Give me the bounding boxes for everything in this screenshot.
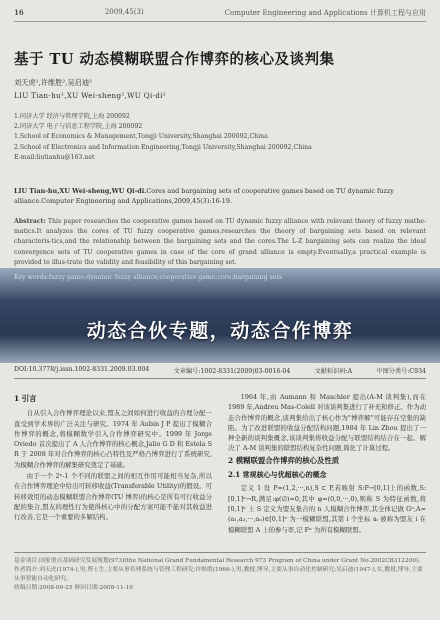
- body-paragraph: 由于一个 2ⁿ-1 个不同的联盟之间的相互作用可能相当复杂,所以在合作博弈理论中给出可转移收益(Transferable Utility)的假设。可转移效用的动态模糊联盟合作博弈(TU 博弈)的核心是所有可行收益分配的集合,盟友的理性行为使得核心中的分配方案可能不能对其收益进行改善,它是一个重要的多解结构。: [14, 472, 212, 522]
- page-number: 16: [14, 8, 24, 17]
- affiliations: [14, 112, 424, 163]
- body-column-left: [14, 392, 212, 524]
- article-id: 文章编号:1002-8331(2009)03-0016-04: [173, 368, 291, 375]
- article-metadata: [14, 366, 426, 379]
- authors-chinese: 刘天虎¹,许维胜²,吴启迪²: [14, 78, 92, 87]
- body-column-right: [228, 392, 426, 536]
- abstract-label: Abstract:: [14, 218, 46, 225]
- author-email: E-mail:liutianhu@163.net: [14, 153, 95, 161]
- funding-note: 基金项目:国家重点基础研究发展规划(973)(the National Grand Fundamental Research 973 Program of China under Grant No.2002CB312200)。: [14, 558, 424, 564]
- classification-code: 中图分类号:C934: [376, 368, 426, 375]
- journal-name: Computer Engineering and Applications 计算机工程与应用: [224, 9, 426, 17]
- affiliation-line: 1.同济大学 经济与管理学院,上海 200092: [14, 113, 130, 120]
- issue-info: 2009,45(3): [104, 8, 144, 16]
- document-code: 文献标识码:A: [314, 368, 353, 375]
- keywords: Key words:fuzzy game;dynamic fuzzy alliance;cooperative game;core;bargaining sets: [14, 274, 283, 281]
- banner-title: 动态合伙专题，动态合作博弈: [86, 320, 354, 342]
- affiliation-line: 1.School of Economics & Management,Tongji University,Shanghai 200092,China: [14, 133, 268, 141]
- abstract: [14, 217, 426, 268]
- body-paragraph: 1964 年,由 Aumann 和 Maschler 提出(A-M 谈判集),而在 1989 年,Andreu Mas-Colell 对该谈判集进行了补充和修正。作为动态合作博弈的概念,谈判集给出了核心作为"博弈解"可能存在空集的缺陷。为了改进联盟的收益分配结构问题,1984 年 Lin Zhou 提出了一种全新的谈判集概念,该谈判集将收益分配与联盟结构结合在一起。解决了 A-M 谈判集的联盟结构复杂性问题,简化了计算过程。: [228, 393, 426, 453]
- affiliation-line: 2.School of Electronics and Information Engineering,Tongji University,Shanghai 200092,China: [14, 143, 312, 151]
- citation-authors: LIU Tian-hu,XU Wei-sheng,WU Qi-di.: [14, 187, 147, 195]
- footnote: [14, 552, 426, 593]
- citation: [14, 186, 424, 206]
- paper-title: 基于 TU 动态模糊联盟合作博弈的核心及谈判集: [14, 51, 335, 68]
- author-bio: 作者简介:刘天虎(1974-),男,博士生,主要从事管理系统与管理工程研究;许维胜(1966-),男,教授,博导,主要从事自动化控制研究;吴启迪(1947-),女,教授,博导,主要从事智能自动化研究。: [14, 567, 423, 582]
- section-heading: 1 引言: [14, 394, 37, 403]
- received-dates: 收稿日期:2008-09-25 修回日期:2008-11-10: [14, 585, 133, 591]
- citation-text: Cores and bargaining sets of cooperative games based on TU dynamic fuzzy alliance.Computer Engineering and Applications,2009,45(3):16-19.: [14, 187, 394, 205]
- authors-english: LIU Tian-hu¹,XU Wei-sheng²,WU Qi-di²: [14, 91, 166, 100]
- running-head: [14, 8, 426, 22]
- affiliation-line: 2.同济大学 电子与信息工程学院,上海 200092: [14, 123, 143, 131]
- definition-paragraph: 定义 1 设 P=(1,2,···,n),S ⊂ P,若映射 S:P→[0,1]上的函数,S:[0,1]ⁿ→R,满足:φ(∅)=0,其中 φ=(0,0,···,0),则称 S 为特征函数,将 [0,1]ⁿ 上 S 定义为盟友集合的 n 人模糊合作博弈,其全体记做 Gⁿ,A=(a₁,a₂,···,aₙ)∈[0,1]ⁿ 为一模糊联盟,其第 i 个坐标 aᵢ 被称为盟友 i 在模糊联盟 A 上的参与率,记 Fⁿ 为所有模糊联盟。: [228, 484, 426, 534]
- body-paragraph: 自从引入合作博弈理论以来,盟友之间如何进行收益的合理分配一直受到学术界的广泛关注与研究。1974 年 Aubin J P 提出了模糊合作博弈的概念,将模糊数学引入合作博弈研究中。1999 年 Jorge Oviedo 首次提出了 A 人合作博弈的核心概念,Jalio G D 和 Estela S R 于 2008 年对合作博弈的核心凸特性及严格凸博弈进行了系统研究,为模糊合作博弈的解集研究奠定了基础。: [14, 409, 212, 469]
- abstract-text: This paper researches the cooperative games based on TU dynamic fuzzy alliance with relevant theory of fuzzy mathe-matics.It analyzes the cores of TU fuzzy cooperative games,researches the theory of bargaining sets based on relevant characteris-tics,and the relationship between the bargaining sets and the cores.The L-Z bargaining sets can realize the ideal convergence sets of TU cooperative games in case of the core of grand alliance is empty.Eventually,a practical example is provided to illus-trate the validity and feasibility of this bargaining set.: [14, 218, 426, 266]
- doi: DOI:10.3778/j.issn.1002-8331.2009.03.004: [14, 366, 150, 373]
- section-heading: 2 模糊联盟合作博弈的核心及性质: [228, 455, 340, 465]
- subsection-heading: 2.1 常规核心与优超核心的概念: [228, 470, 327, 480]
